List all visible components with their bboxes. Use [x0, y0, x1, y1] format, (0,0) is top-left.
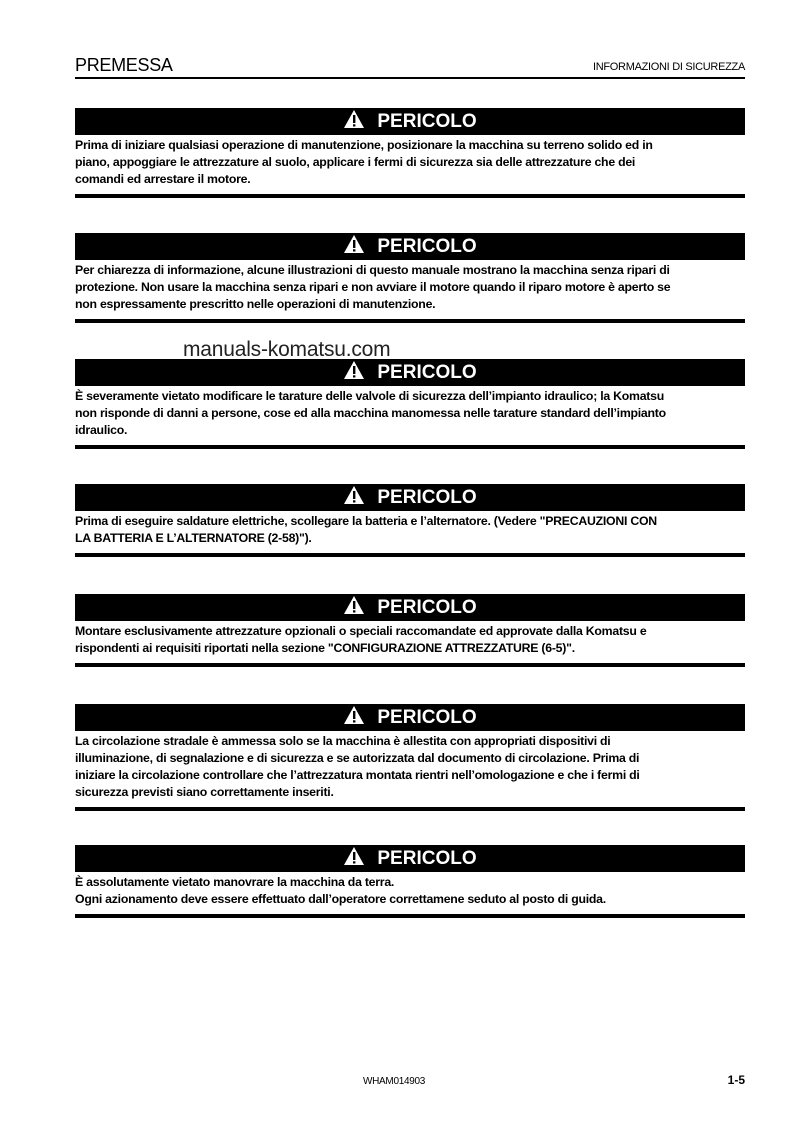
- warning-text-line: Prima di eseguire saldature elettriche, scollegare la batteria e l’alternatore. (Vedere "PRECAUZIONI CON: [75, 514, 657, 528]
- block-divider: [75, 914, 745, 918]
- warning-text-line: non espressamente prescritto nelle operazioni di manutenzione.: [75, 297, 436, 311]
- block-divider: [75, 319, 745, 323]
- watermark: manuals-komatsu.com: [183, 338, 391, 361]
- warning-text-line: protezione. Non usare la macchina senza ripari e non avviare il motore quando il riparo motore è aperto se: [75, 280, 671, 294]
- block-divider: [75, 663, 745, 667]
- danger-label: PERICOLO: [377, 706, 477, 728]
- block-divider: [75, 194, 745, 198]
- danger-warning-block: [75, 484, 745, 557]
- danger-warning-block: [75, 233, 745, 323]
- warning-text-line: È assolutamente vietato manovrare la macchina da terra.: [75, 875, 395, 889]
- section-title: PREMESSA: [75, 55, 173, 75]
- danger-banner: [75, 359, 745, 386]
- warning-text: [75, 621, 745, 657]
- warning-text-line: Montare esclusivamente attrezzature opzionali o speciali raccomandate ed approvate dalla Komatsu e: [75, 624, 647, 638]
- warning-triangle-icon: [343, 595, 377, 621]
- warning-text: [75, 511, 745, 547]
- block-divider: [75, 807, 745, 811]
- warning-text: [75, 731, 745, 801]
- block-divider: [75, 553, 745, 557]
- warning-text-line: illuminazione, di segnalazione e di sicurezza e se autorizzata dal documento di circolazione. Prima di: [75, 751, 640, 765]
- warning-text-line: È severamente vietato modificare le tarature delle valvole di sicurezza dell’impianto idraulico; la Komatsu: [75, 389, 664, 403]
- warning-text: [75, 260, 745, 313]
- danger-banner: [75, 233, 745, 260]
- danger-warning-block: [75, 108, 745, 198]
- danger-label: PERICOLO: [377, 486, 477, 508]
- danger-label: PERICOLO: [377, 847, 477, 869]
- danger-label: PERICOLO: [377, 596, 477, 618]
- page-number: 1-5: [727, 1073, 745, 1087]
- header-divider: [75, 77, 745, 79]
- document-code: WHAM014903: [363, 1076, 426, 1087]
- danger-warning-block: [75, 704, 745, 811]
- warning-text-line: LA BATTERIA E L’ALTERNATORE (2-58)").: [75, 531, 312, 545]
- danger-warning-block: [75, 359, 745, 449]
- warning-triangle-icon: [343, 846, 377, 872]
- danger-banner: [75, 594, 745, 621]
- warning-text-line: comandi ed arrestare il motore.: [75, 172, 251, 186]
- warning-text-line: non risponde di danni a persone, cose ed alla macchina manomessa nelle tarature standard dell’impianto: [75, 406, 666, 420]
- danger-label: PERICOLO: [377, 361, 477, 383]
- warning-text-line: La circolazione stradale è ammessa solo se la macchina è allestita con appropriati dispositivi di: [75, 734, 611, 748]
- warning-text-line: Ogni azionamento deve essere effettuato dall’operatore correttamene seduto al posto di guida.: [75, 892, 606, 906]
- danger-banner: [75, 108, 745, 135]
- warning-text-line: iniziare la circolazione controllare che l’attrezzatura montata rientri nell’omologazione e che i fermi di: [75, 768, 640, 782]
- danger-warning-block: [75, 594, 745, 667]
- warning-text-line: Per chiarezza di informazione, alcune illustrazioni di questo manuale mostrano la macchina senza ripari di: [75, 263, 670, 277]
- warning-text-line: idraulico.: [75, 423, 128, 437]
- warning-triangle-icon: [343, 485, 377, 511]
- danger-label: PERICOLO: [377, 110, 477, 132]
- warning-text-line: rispondenti ai requisiti riportati nella sezione "CONFIGURAZIONE ATTREZZATURE (6-5)".: [75, 641, 575, 655]
- warning-text-line: piano, appoggiare le attrezzature al suolo, applicare i fermi di sicurezza sia delle attrezzature che dei: [75, 155, 636, 169]
- danger-banner: [75, 704, 745, 731]
- warning-triangle-icon: [343, 360, 377, 386]
- warning-triangle-icon: [343, 705, 377, 731]
- warning-text: [75, 872, 745, 908]
- danger-warning-block: [75, 845, 745, 918]
- block-divider: [75, 445, 745, 449]
- topic-title: INFORMAZIONI DI SICUREZZA: [592, 61, 745, 73]
- warning-text-line: Prima di iniziare qualsiasi operazione di manutenzione, posizionare la macchina su terreno solido ed in: [75, 138, 653, 152]
- warning-text-line: sicurezza previsti siano correttamente inseriti.: [75, 785, 334, 799]
- warning-text: [75, 135, 745, 188]
- warning-triangle-icon: [343, 234, 377, 260]
- danger-banner: [75, 484, 745, 511]
- warning-triangle-icon: [343, 109, 377, 135]
- danger-label: PERICOLO: [377, 235, 477, 257]
- warning-text: [75, 386, 745, 439]
- danger-banner: [75, 845, 745, 872]
